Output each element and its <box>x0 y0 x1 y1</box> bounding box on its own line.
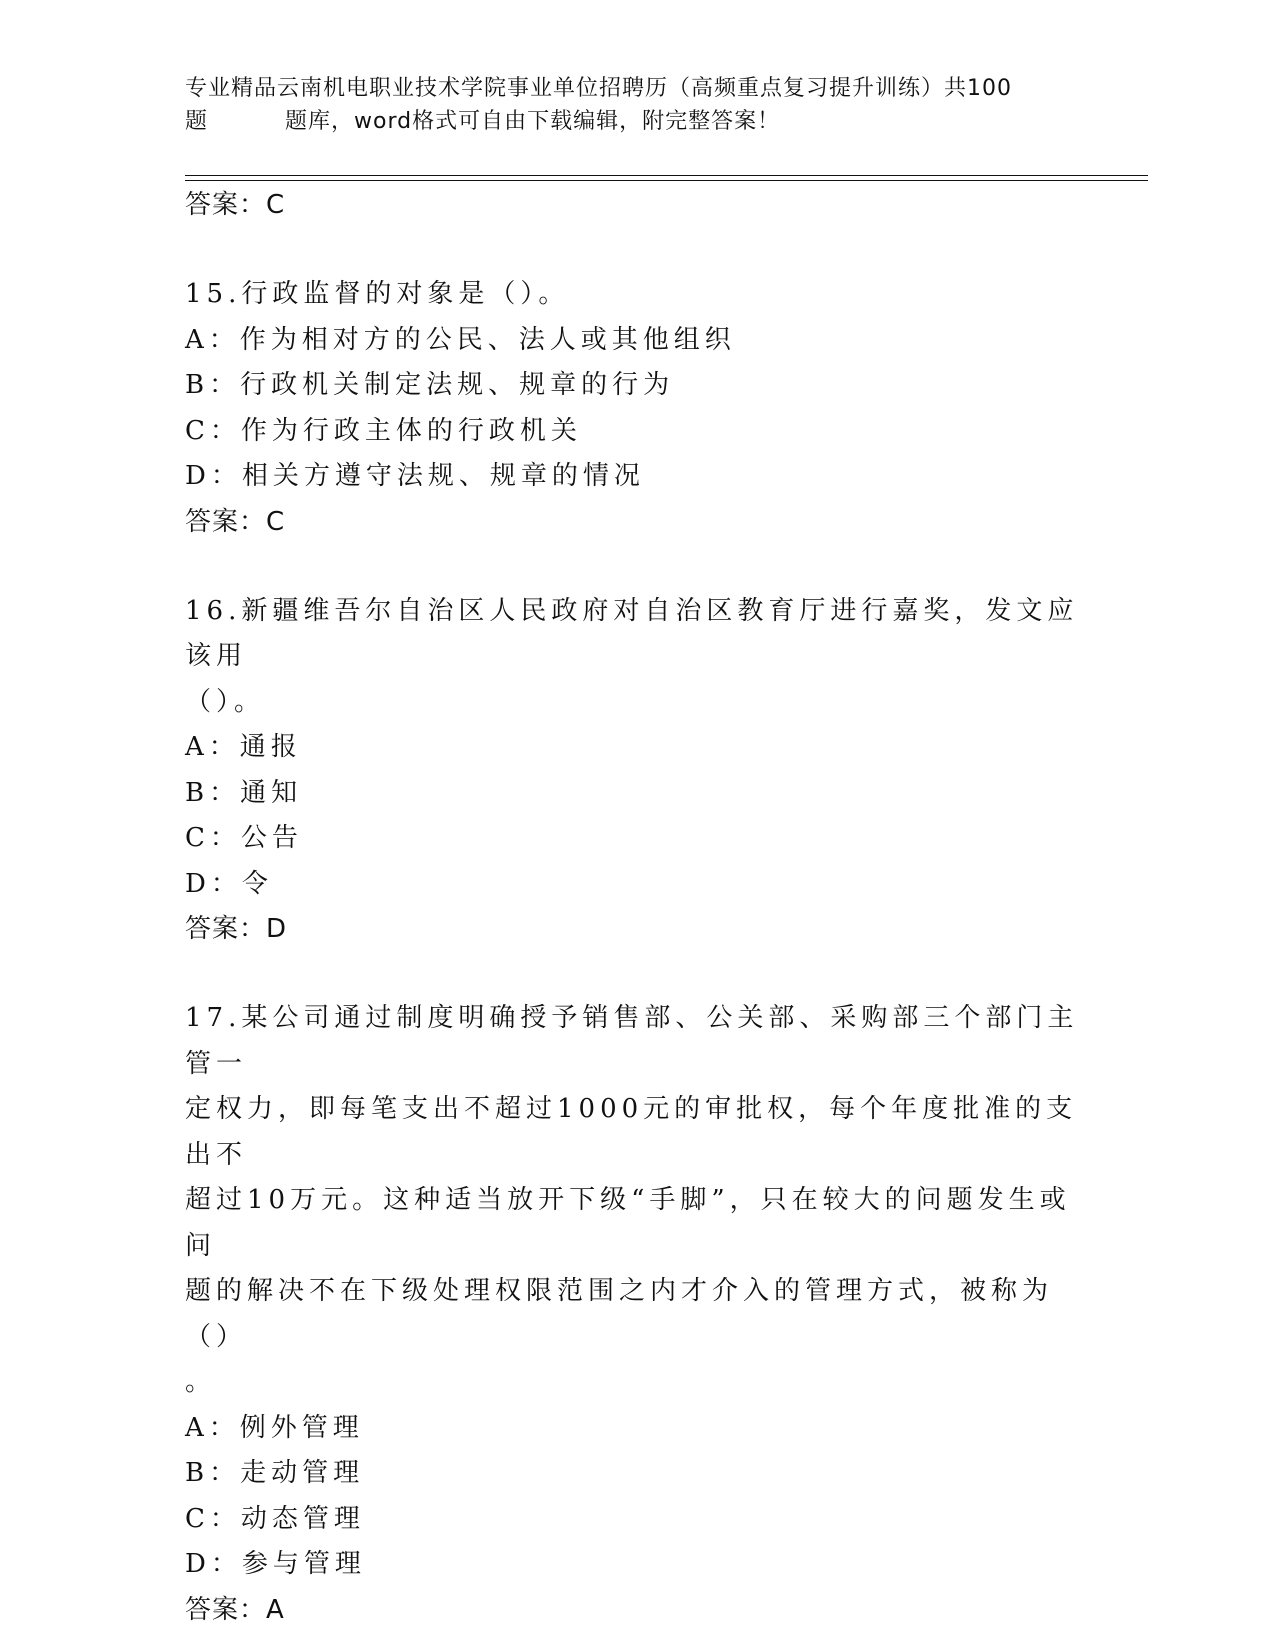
option-c: C：公告 <box>185 823 303 853</box>
header-divider-top <box>185 175 1148 176</box>
page-header <box>185 72 1085 138</box>
previous-answer: 答案：C <box>185 190 286 220</box>
header-title-line1: 专业精品云南机电职业技术学院事业单位招聘历（高频重点复习提升训练）共100 <box>185 76 1012 101</box>
spacer <box>185 228 1085 272</box>
question-stem-line: 17.某公司通过制度明确授予销售部、公关部、采购部三个部门主管一 <box>185 1003 1079 1079</box>
option-a: A：通报 <box>185 732 302 762</box>
question-stem-line: 题的解决不在下级处理权限范围之内才介入的管理方式，被称为（） <box>185 1276 1054 1352</box>
question-stem-line: 。 <box>185 1367 217 1397</box>
option-b: B：走动管理 <box>185 1458 365 1488</box>
spacer <box>185 545 1085 589</box>
header-title-line2 <box>185 105 1085 138</box>
answer: 答案：A <box>185 1594 285 1625</box>
question-stem-line: 定权力，即每笔支出不超过1000元的审批权，每个年度批准的支出不 <box>185 1094 1078 1170</box>
option-c: C：动态管理 <box>185 1503 365 1534</box>
option-b: B：行政机关制定法规、规章的行为 <box>185 370 675 400</box>
option-d: D：参与管理 <box>185 1549 366 1579</box>
spacer <box>185 952 1085 996</box>
option-a: A：例外管理 <box>185 1412 364 1443</box>
option-d: D：令 <box>185 868 273 899</box>
question-15 <box>185 272 1085 545</box>
option-c: C：作为行政主体的行政机关 <box>185 415 582 446</box>
question-stem: 15.行政监督的对象是（）。 <box>185 279 570 309</box>
question-17 <box>185 996 1085 1633</box>
option-b: B：通知 <box>185 777 303 808</box>
option-d: D：相关方遵守法规、规章的情况 <box>185 461 645 491</box>
question-stem-line: 16.新疆维吾尔自治区人民政府对自治区教育厅进行嘉奖，发文应该用 <box>185 595 1079 671</box>
answer: 答案：C <box>185 506 286 537</box>
header-title-line2-rest: 题库，word格式可自由下载编辑，附完整答案！ <box>285 109 781 134</box>
header-divider-bottom <box>185 180 1148 181</box>
answer: 答案：D <box>185 914 288 944</box>
question-stem-line: （）。 <box>185 686 266 717</box>
header-title-line2-start: 题 <box>185 109 209 134</box>
question-stem-line: 超过10万元。这种适当放开下级“手脚”，只在较大的问题发生或问 <box>185 1185 1071 1261</box>
question-16 <box>185 589 1085 953</box>
option-a: A：作为相对方的公民、法人或其他组织 <box>185 324 736 355</box>
question-content <box>185 183 1085 1633</box>
